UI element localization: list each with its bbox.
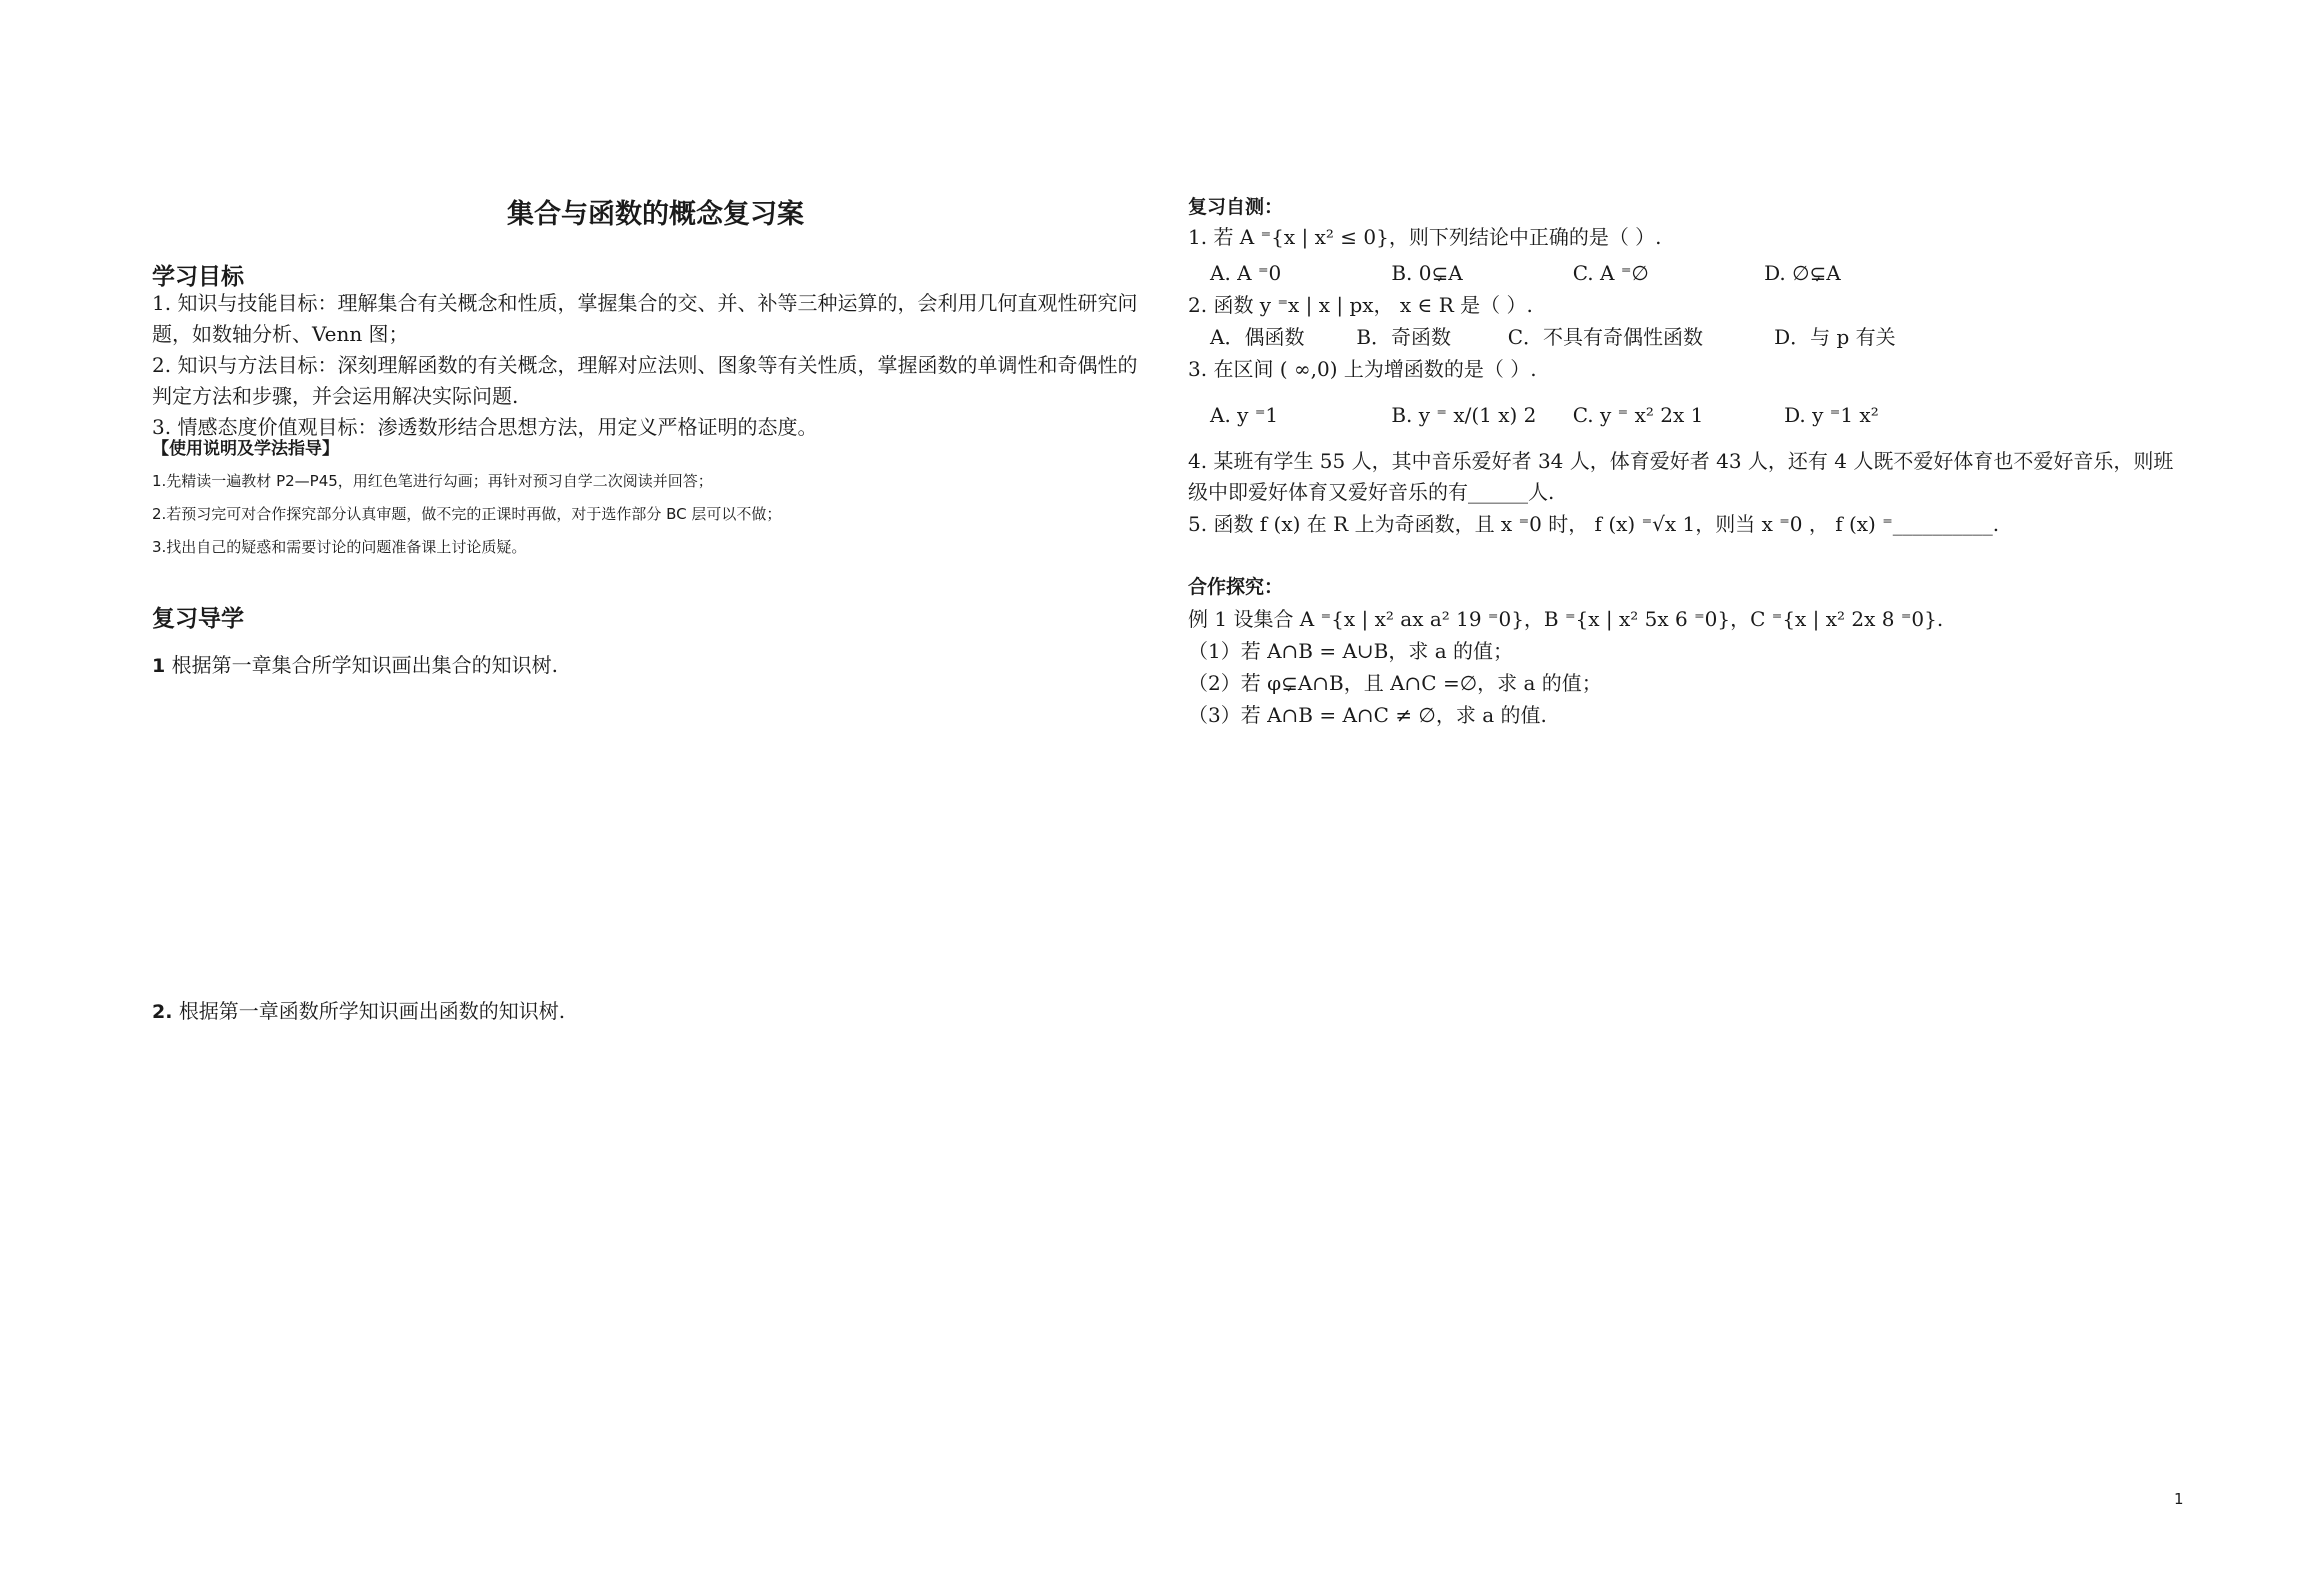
objective-item-3: 3. 情感态度价值观目标：渗透数形结合思想方法，用定义严格证明的态度。 <box>152 415 818 439</box>
task-1-text: 根据第一章集合所学知识画出集合的知识树. <box>171 653 558 677</box>
example-1-part-1: （1）若 A∩B = A∪B，求 a 的值； <box>1188 639 1513 663</box>
review-heading: 复习导学 <box>152 606 244 632</box>
q3-option-c: C. y ⁼ x² 2x 1 <box>1572 403 1704 427</box>
example-1: 例 1 设集合 A ⁼{x | x² ax a² 19 ⁼0}，B ⁼{x | x² 5x 6 ⁼0}，C ⁼{x | x² 2x 8 ⁼0}. <box>1188 607 1944 631</box>
guide-item-3: 3.找出自己的疑惑和需要讨论的问题准备课上讨论质疑。 <box>152 538 527 556</box>
objectives-list <box>152 288 1142 443</box>
question-3: 3. 在区间 ( ∞,0) 上为增函数的是（ ）. <box>1188 357 1537 381</box>
q1-option-d: D. ∅⊊A <box>1764 261 1841 285</box>
task-2-number: 2. <box>152 1001 173 1023</box>
q2-option-d: D．与 p 有关 <box>1774 325 1896 349</box>
guide-item-2: 2.若预习完可对合作探究部分认真审题，做不完的正课时再做，对于选作部分 BC 层可以不做； <box>152 505 782 523</box>
task-2 <box>152 996 565 1028</box>
q1-option-c: C. A ⁼∅ <box>1572 261 1649 285</box>
question-2: 2. 函数 y ⁼x | x | px， x ∈ R 是（ ）. <box>1188 293 1533 317</box>
question-5: 5. 函数 f (x) 在 R 上为奇函数，且 x ⁼0 时， f (x) ⁼√x 1，则当 x ⁼0 ， f (x) ⁼__________. <box>1188 512 2000 536</box>
q1-option-b: B. 0⊊A <box>1391 261 1463 285</box>
q1-option-a: A. A ⁼0 <box>1210 261 1282 285</box>
q3-option-b: B. y ⁼ x/(1 x) 2 <box>1391 403 1537 427</box>
example-1-part-2: （2）若 φ⊊A∩B，且 A∩C =∅，求 a 的值； <box>1188 671 1602 695</box>
example-1-part-3: （3）若 A∩B = A∩C ≠ ∅，求 a 的值. <box>1188 703 1547 727</box>
task-1-number: 1 <box>152 655 166 677</box>
q3-option-a: A. y ⁼1 <box>1210 403 1279 427</box>
coop-heading: 合作探究： <box>1188 576 1284 598</box>
task-1 <box>152 650 558 682</box>
objective-item-1: 1. 知识与技能目标：理解集合有关概念和性质，掌握集合的交、并、补等三种运算的，会利用几何直观性研究问题，如数轴分析、Venn 图； <box>152 291 1138 346</box>
question-3-options <box>1210 400 1879 431</box>
page-title: 集合与函数的概念复习案 <box>507 199 804 230</box>
q2-option-b: B．奇函数 <box>1356 325 1452 349</box>
objectives-heading: 学习目标 <box>152 264 244 290</box>
question-4: 4. 某班有学生 55 人，其中音乐爱好者 34 人，体育爱好者 43 人，还有 4 人既不爱好体育也不爱好音乐，则班级中即爱好体育又爱好音乐的有______人. <box>1188 449 2174 504</box>
page-number: 1 <box>2174 1490 2184 1508</box>
guide-item-1: 1.先精读一遍教材 P2—P45，用红色笔进行勾画；再针对预习自学二次阅读并回答； <box>152 472 713 490</box>
q2-option-c: C．不具有奇偶性函数 <box>1507 325 1704 349</box>
question-2-options <box>1210 322 1896 353</box>
guide-heading: 【使用说明及学法指导】 <box>152 439 339 459</box>
question-1-options <box>1210 258 1841 289</box>
task-2-text: 根据第一章函数所学知识画出函数的知识树. <box>178 999 566 1023</box>
objective-item-2: 2. 知识与方法目标：深刻理解函数的有关概念，理解对应法则、图象等有关性质，掌握函数的单调性和奇偶性的判定方法和步骤，并会运用解决实际问题. <box>152 353 1138 408</box>
q3-option-d: D. y ⁼1 x² <box>1784 403 1879 427</box>
selftest-heading: 复习自测： <box>1188 196 1284 218</box>
question-1: 1. 若 A ⁼{x | x² ≤ 0}，则下列结论中正确的是（ ）. <box>1188 225 1662 249</box>
q2-option-a: A．偶函数 <box>1210 325 1305 349</box>
